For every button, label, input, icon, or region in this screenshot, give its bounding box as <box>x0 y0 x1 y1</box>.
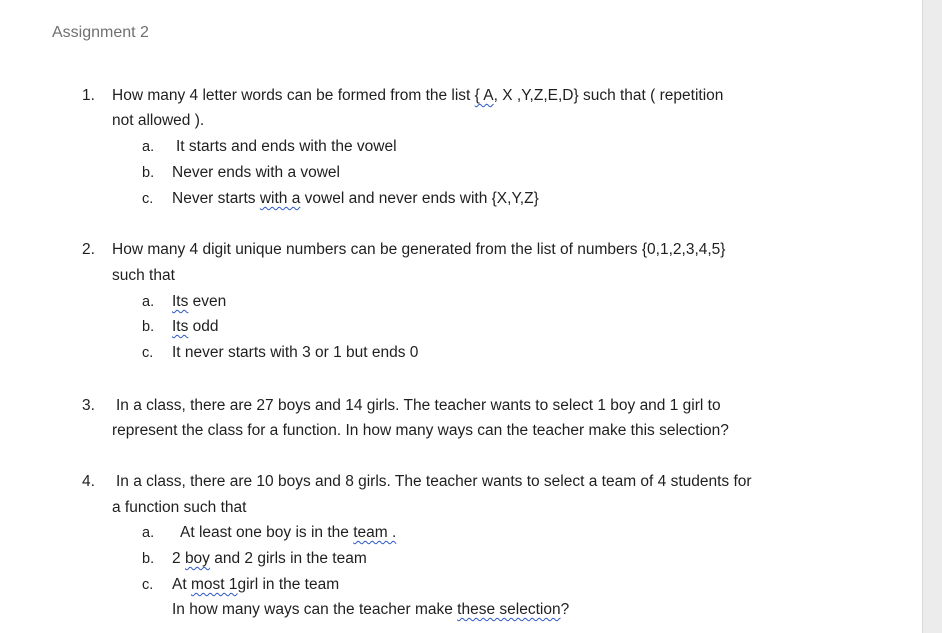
question-text-line: In a class, there are 27 boys and 14 girls. The teacher wants to select 1 boy and 1 girl to <box>116 397 721 414</box>
spellcheck-flag: team . <box>353 524 397 541</box>
question-text-line: How many 4 digit unique numbers can be generated from the list of numbers {0,1,2,3,4,5} <box>112 241 726 258</box>
question-text-line: not allowed ). <box>112 112 205 129</box>
item-marker: a. <box>142 139 155 155</box>
question-closing-text: In how many ways can the teacher make these selection? <box>172 601 570 618</box>
question-number: 1. <box>82 87 95 104</box>
question-text-line: How many 4 letter words can be formed from the list { A, X ,Y,Z,E,D} such that ( repetition <box>112 87 724 104</box>
question-text-line: a function such that <box>112 499 247 516</box>
question-number: 3. <box>82 397 95 414</box>
item-marker: a. <box>142 525 155 541</box>
item-marker: b. <box>142 551 155 567</box>
item-text: Its odd <box>172 318 219 335</box>
item-text: It never starts with 3 or 1 but ends 0 <box>172 344 419 361</box>
spellcheck-flag: boy <box>184 550 210 567</box>
item-marker: c. <box>142 345 154 361</box>
spellcheck-flag: with a <box>259 190 301 207</box>
item-text: Never ends with a vowel <box>172 164 340 181</box>
item-text: It starts and ends with the vowel <box>176 138 397 155</box>
spellcheck-flag: most 1 <box>190 576 238 593</box>
spellcheck-flag: these selection <box>457 601 561 618</box>
spellcheck-flag: { A <box>474 87 494 104</box>
item-text: At most 1girl in the team <box>172 576 340 593</box>
item-text: Never starts with a vowel and never ends with {X,Y,Z} <box>172 190 539 207</box>
vertical-scrollbar[interactable] <box>922 0 942 633</box>
question-number: 2. <box>82 241 95 258</box>
question-text-line: such that <box>112 267 175 284</box>
item-text: Its even <box>172 293 227 310</box>
spellcheck-flag: Its <box>172 293 189 310</box>
item-marker: a. <box>142 294 155 310</box>
item-marker: b. <box>142 319 155 335</box>
question-text-line: represent the class for a function. In how many ways can the teacher make this selection? <box>112 422 729 439</box>
item-marker: c. <box>142 191 154 207</box>
spellcheck-flag: Its <box>172 318 189 335</box>
item-marker: b. <box>142 165 155 181</box>
item-text: 2 boy and 2 girls in the team <box>172 550 367 567</box>
question-text-line: In a class, there are 10 boys and 8 girls. The teacher wants to select a team of 4 students for <box>116 473 752 490</box>
document-heading: Assignment 2 <box>52 24 149 41</box>
question-number: 4. <box>82 473 95 490</box>
item-marker: c. <box>142 577 154 593</box>
item-text: At least one boy is in the team . <box>180 524 397 541</box>
